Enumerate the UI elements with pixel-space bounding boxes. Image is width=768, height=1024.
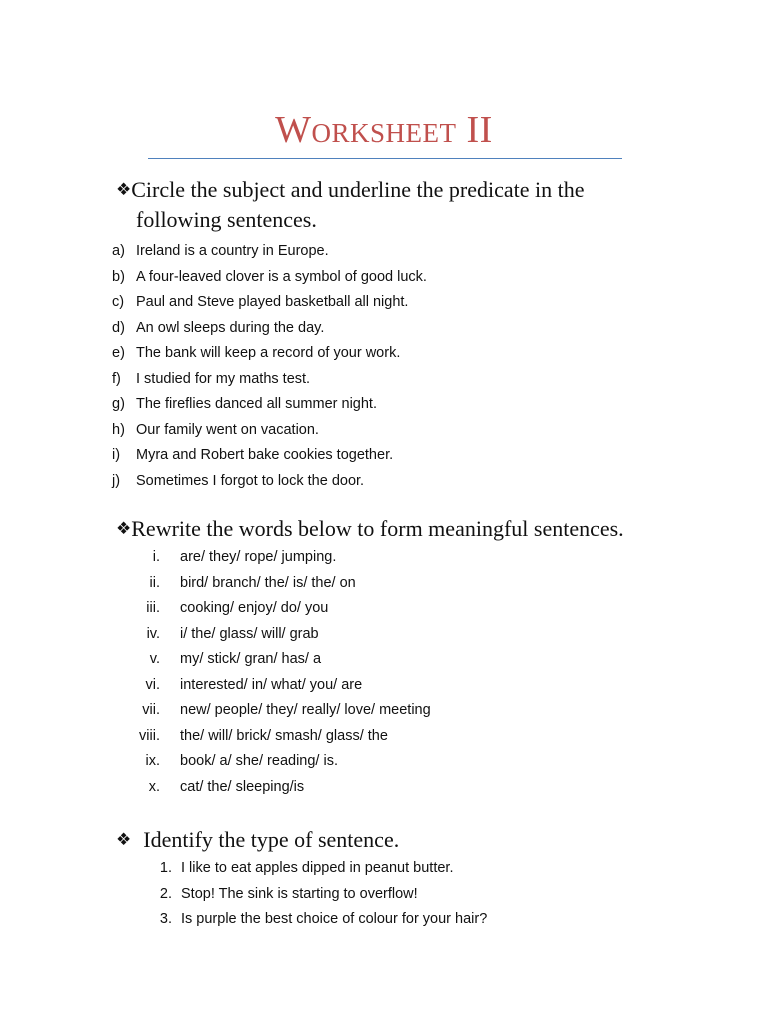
list-item-text: The fireflies danced all summer night. [136,396,377,412]
diamond-bullet-icon: ❖ [116,830,132,849]
list-marker: i. [152,549,160,565]
list-item-text: Sometimes I forgot to lock the door. [136,472,365,489]
list-item-text: Is purple the best choice of colour for your hair? [181,911,488,927]
list-marker: f) [112,370,121,387]
list-marker: 2. [159,885,172,902]
list-item-text: I like to eat apples dipped in peanut butter. [181,860,454,876]
list-item-text: bird/ branch/ the/ is/ the/ on [180,574,356,591]
list-item-text: Our family went on vacation. [136,421,319,438]
list-item-text: are/ they/ rope/ jumping. [180,549,337,565]
section2-heading [116,514,624,544]
list-marker: d) [112,319,125,336]
list-marker: ii. [149,574,160,591]
section3-heading-text: Identify the type of sentence. [143,827,400,852]
list-marker: i) [112,447,121,463]
list-item-text: Ireland is a country in Europe. [136,243,329,259]
section2-heading-text: Rewrite the words below to form meaningful sentences. [131,516,624,541]
section3-heading [116,825,399,855]
list-item-text: cooking/ enjoy/ do/ you [180,600,329,616]
list-marker: b) [112,268,125,285]
list-marker: vii. [142,702,160,718]
list-item-text: Stop! The sink is starting to overflow! [181,885,418,902]
list-marker: h) [112,421,125,438]
list-marker: a) [112,243,125,259]
list-marker: e) [112,345,125,361]
list-item-text: book/ a/ she/ reading/ is. [180,753,338,769]
list-marker: 3. [159,911,172,927]
list-marker: iv. [146,625,160,642]
list-item-text: interested/ in/ what/ you/ are [180,676,363,693]
list-marker: v. [149,651,160,667]
diamond-bullet-icon: ❖ [116,180,132,199]
list-item-text: I studied for my maths test. [136,370,311,387]
list-item-text: new/ people/ they/ really/ love/ meeting [180,702,431,718]
section1-heading-line2: following sentences. [136,207,317,232]
list-marker: ix. [145,753,160,769]
list-marker: x. [148,778,160,795]
list-item-text: Myra and Robert bake cookies together. [136,447,394,463]
list-marker: c) [112,294,125,310]
list-marker: viii. [139,727,160,744]
list-item-text: the/ will/ brick/ smash/ glass/ the [180,727,388,744]
list-marker: iii. [146,600,160,616]
list-item-text: The bank will keep a record of your work. [136,345,401,361]
list-item-text: An owl sleeps during the day. [136,319,325,336]
section1-heading-line1: Circle the subject and underline the predicate in the [131,177,585,202]
list-item-text: cat/ the/ sleeping/is [180,778,305,795]
list-marker: vi. [145,676,160,693]
diamond-bullet-icon: ❖ [116,519,132,538]
list-marker: j) [112,472,121,489]
list-marker: g) [112,396,125,412]
worksheet-title: Worksheet II [275,109,493,151]
section1-heading [116,175,585,235]
list-item-text: my/ stick/ gran/ has/ a [180,651,322,667]
list-item-text: i/ the/ glass/ will/ grab [180,625,319,642]
list-marker: 1. [159,860,172,876]
list-item-text: A four-leaved clover is a symbol of good luck. [136,268,427,285]
title-divider [148,158,622,159]
list-item-text: Paul and Steve played basketball all night. [136,294,409,310]
